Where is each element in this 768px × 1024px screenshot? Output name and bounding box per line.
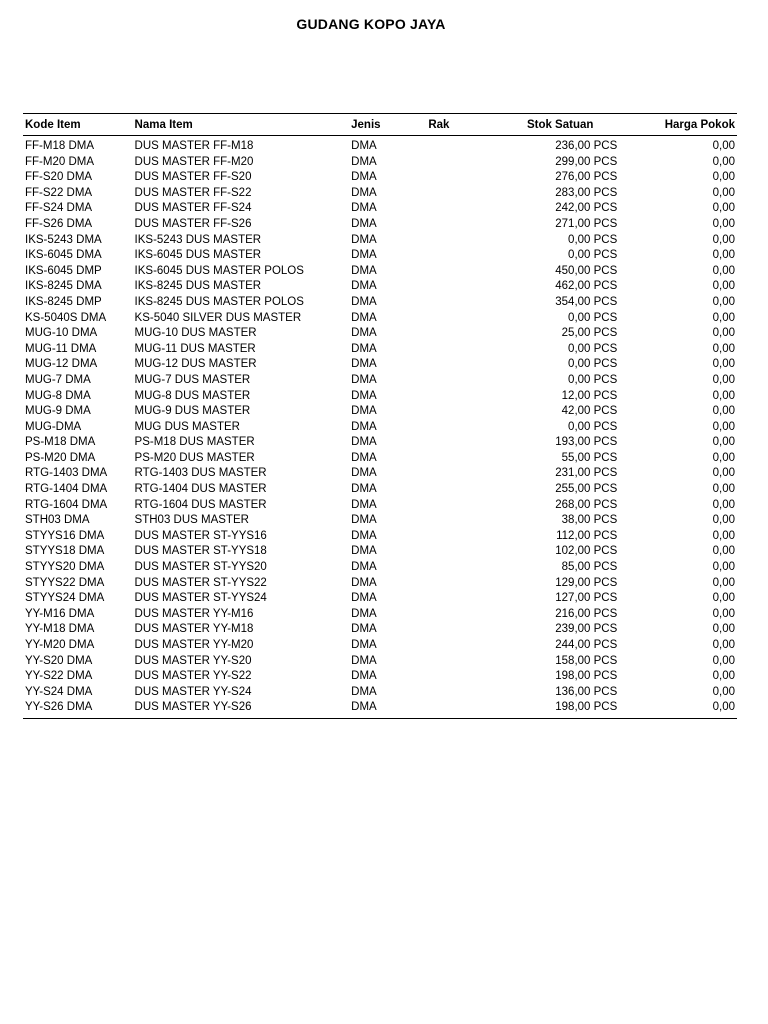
cell-stok-satuan: 0,00 PCS [568, 249, 618, 262]
cell-rak [428, 685, 487, 701]
table-row [23, 186, 737, 202]
cell-rak [428, 513, 487, 529]
cell-jenis: DMA [351, 217, 377, 230]
cell-harga-pokok: 0,00 [712, 327, 735, 340]
cell-nama-item: DUS MASTER FF-M18 [134, 140, 254, 152]
cell-stok-satuan: 244,00 PCS [555, 639, 618, 651]
cell-harga-pokok: 0,00 [712, 639, 735, 651]
cell-stok-satuan: 112,00 PCS [556, 529, 618, 542]
cell-kode-item: IKS-6045 DMA [25, 249, 102, 262]
cell-rak [428, 498, 487, 514]
cell-harga-pokok: 0,00 [712, 623, 735, 636]
table-row [23, 498, 737, 514]
cell-harga-pokok: 0,00 [712, 436, 735, 449]
cell-kode-item: MUG-8 DMA [25, 389, 91, 402]
cell-nama-item: IKS-5243 DUS MASTER [134, 233, 262, 246]
table-row [23, 700, 737, 718]
cell-kode-item: RTG-1604 DMA [25, 498, 108, 511]
cell-harga-pokok: 0,00 [712, 140, 735, 152]
cell-stok-satuan: 0,00 PCS [568, 233, 618, 246]
cell-jenis: DMA [351, 529, 377, 542]
table-row [23, 217, 737, 233]
cell-stok-satuan: 239,00 PCS [555, 623, 618, 636]
cell-kode-item: MUG-7 DMA [25, 373, 91, 386]
table-header-row [23, 114, 737, 136]
cell-jenis: DMA [351, 358, 377, 371]
stock-table [23, 113, 737, 719]
cell-stok-satuan: 198,00 PCS [555, 701, 618, 714]
cell-harga-pokok: 0,00 [712, 654, 735, 667]
cell-stok-satuan: 55,00 PCS [561, 451, 618, 464]
cell-stok-satuan: 129,00 PCS [555, 576, 618, 589]
cell-nama-item: DUS MASTER ST-YYS20 [134, 561, 267, 574]
cell-kode-item: KS-5040S DMA [25, 311, 107, 324]
cell-nama-item: RTG-1604 DUS MASTER [134, 498, 267, 511]
cell-stok-satuan: 242,00 PCS [555, 202, 618, 215]
cell-rak [428, 482, 487, 498]
cell-jenis: DMA [351, 327, 377, 340]
cell-kode-item: YY-M18 DMA [25, 623, 95, 636]
cell-nama-item: MUG DUS MASTER [134, 420, 240, 433]
cell-nama-item: PS-M18 DUS MASTER [134, 436, 255, 449]
table-row [23, 513, 737, 529]
cell-harga-pokok: 0,00 [712, 420, 735, 433]
cell-stok-satuan: 268,00 PCS [555, 498, 618, 511]
cell-jenis: DMA [351, 140, 377, 152]
cell-harga-pokok: 0,00 [712, 249, 735, 262]
cell-kode-item: YY-S22 DMA [25, 670, 93, 683]
cell-kode-item: PS-M20 DMA [25, 451, 96, 464]
cell-rak [428, 326, 487, 342]
cell-nama-item: DUS MASTER YY-S20 [134, 654, 252, 667]
cell-nama-item: DUS MASTER YY-M16 [134, 607, 254, 620]
table-header [23, 114, 737, 136]
cell-stok-satuan: 276,00 PCS [555, 171, 618, 184]
cell-harga-pokok: 0,00 [712, 358, 735, 371]
cell-jenis: DMA [351, 685, 377, 698]
cell-jenis: DMA [351, 639, 377, 651]
cell-rak [428, 607, 487, 623]
cell-kode-item: STYYS16 DMA [25, 529, 105, 542]
cell-harga-pokok: 0,00 [712, 295, 735, 308]
cell-nama-item: DUS MASTER FF-M20 [134, 155, 254, 168]
cell-rak [428, 669, 487, 685]
cell-harga-pokok: 0,00 [712, 171, 735, 184]
table-row [23, 466, 737, 482]
cell-harga-pokok: 0,00 [712, 498, 735, 511]
cell-jenis: DMA [351, 171, 377, 184]
cell-jenis: DMA [351, 373, 377, 386]
cell-jenis: DMA [351, 483, 377, 496]
cell-stok-satuan: 354,00 PCS [555, 295, 618, 308]
cell-rak [428, 638, 487, 654]
cell-jenis: DMA [351, 264, 377, 277]
cell-jenis: DMA [351, 311, 377, 324]
cell-stok-satuan: 0,00 PCS [568, 373, 618, 386]
cell-stok-satuan: 450,00 PCS [555, 264, 618, 277]
cell-nama-item: RTG-1403 DUS MASTER [134, 467, 267, 480]
cell-harga-pokok: 0,00 [712, 217, 735, 230]
table-row [23, 591, 737, 607]
table-row [23, 622, 737, 638]
cell-harga-pokok: 0,00 [712, 389, 735, 402]
cell-stok-satuan: 255,00 PCS [555, 483, 618, 496]
cell-rak [428, 654, 487, 670]
cell-rak [428, 311, 487, 327]
cell-harga-pokok: 0,00 [712, 685, 735, 698]
table-row [23, 136, 737, 155]
cell-jenis: DMA [351, 670, 377, 683]
table-row [23, 544, 737, 560]
cell-kode-item: MUG-12 DMA [25, 358, 98, 371]
cell-kode-item: YY-M20 DMA [25, 639, 95, 651]
table-row [23, 669, 737, 685]
cell-nama-item: DUS MASTER YY-S26 [134, 701, 252, 714]
table-row [23, 451, 737, 467]
cell-kode-item: YY-S26 DMA [25, 701, 93, 714]
cell-harga-pokok: 0,00 [712, 451, 735, 464]
cell-rak [428, 279, 487, 295]
cell-stok-satuan: 25,00 PCS [561, 327, 618, 340]
cell-nama-item: IKS-8245 DUS MASTER [134, 280, 262, 293]
cell-jenis: DMA [351, 405, 377, 418]
table-row [23, 248, 737, 264]
cell-stok-satuan: 216,00 PCS [555, 607, 618, 620]
cell-kode-item: IKS-8245 DMA [25, 280, 102, 293]
column-header-rak: Rak [428, 118, 450, 131]
cell-nama-item: IKS-8245 DUS MASTER POLOS [134, 295, 304, 308]
cell-kode-item: MUG-9 DMA [25, 405, 91, 418]
cell-kode-item: MUG-11 DMA [25, 342, 97, 355]
column-header-harga-pokok: Harga Pokok [664, 118, 735, 131]
cell-harga-pokok: 0,00 [712, 529, 735, 542]
cell-stok-satuan: 42,00 PCS [561, 405, 618, 418]
cell-jenis: DMA [351, 233, 377, 246]
column-header-kode-item: Kode Item [25, 118, 81, 131]
table-row [23, 326, 737, 342]
cell-stok-satuan: 12,00 PCS [561, 389, 618, 402]
cell-stok-satuan: 231,00 PCS [555, 467, 618, 480]
cell-harga-pokok: 0,00 [712, 701, 735, 714]
cell-stok-satuan: 0,00 PCS [568, 311, 618, 324]
cell-rak [428, 248, 487, 264]
cell-stok-satuan: 0,00 PCS [568, 358, 618, 371]
cell-kode-item: FF-S26 DMA [25, 217, 93, 230]
cell-harga-pokok: 0,00 [712, 405, 735, 418]
cell-harga-pokok: 0,00 [712, 280, 735, 293]
cell-nama-item: PS-M20 DUS MASTER [134, 451, 255, 464]
cell-kode-item: FF-S24 DMA [25, 202, 93, 215]
cell-jenis: DMA [351, 467, 377, 480]
cell-kode-item: IKS-6045 DMP [25, 264, 102, 277]
cell-harga-pokok: 0,00 [712, 373, 735, 386]
cell-harga-pokok: 0,00 [712, 483, 735, 496]
column-header-jenis: Jenis [351, 118, 381, 131]
cell-harga-pokok: 0,00 [712, 514, 735, 527]
cell-harga-pokok: 0,00 [712, 342, 735, 355]
cell-nama-item: DUS MASTER FF-S22 [134, 186, 252, 199]
cell-nama-item: STH03 DUS MASTER [134, 514, 249, 527]
cell-stok-satuan: 283,00 PCS [555, 186, 618, 199]
table-row [23, 482, 737, 498]
cell-harga-pokok: 0,00 [712, 561, 735, 574]
cell-nama-item: MUG-7 DUS MASTER [134, 373, 251, 386]
cell-kode-item: MUG-10 DMA [25, 327, 98, 340]
cell-stok-satuan: 236,00 PCS [555, 140, 618, 152]
cell-stok-satuan: 102,00 PCS [555, 545, 618, 558]
cell-kode-item: YY-S24 DMA [25, 685, 93, 698]
cell-stok-satuan: 85,00 PCS [561, 561, 618, 574]
cell-rak [428, 700, 487, 718]
table-row [23, 685, 737, 701]
cell-kode-item: RTG-1403 DMA [25, 467, 108, 480]
cell-kode-item: STH03 DMA [25, 514, 90, 527]
cell-nama-item: MUG-10 DUS MASTER [134, 327, 257, 340]
table-row [23, 342, 737, 358]
cell-jenis: DMA [351, 202, 377, 215]
cell-nama-item: DUS MASTER ST-YYS22 [134, 576, 267, 589]
cell-kode-item: YY-M16 DMA [25, 607, 95, 620]
cell-rak [428, 217, 487, 233]
cell-harga-pokok: 0,00 [712, 670, 735, 683]
cell-nama-item: DUS MASTER FF-S20 [134, 171, 252, 184]
cell-jenis: DMA [351, 249, 377, 262]
cell-harga-pokok: 0,00 [712, 576, 735, 589]
table-row [23, 389, 737, 405]
cell-stok-satuan: 38,00 PCS [561, 514, 618, 527]
cell-jenis: DMA [351, 498, 377, 511]
table-row [23, 311, 737, 327]
cell-jenis: DMA [351, 545, 377, 558]
cell-harga-pokok: 0,00 [712, 233, 735, 246]
cell-rak [428, 529, 487, 545]
cell-kode-item: STYYS22 DMA [25, 576, 105, 589]
cell-jenis: DMA [351, 280, 377, 293]
cell-stok-satuan: 0,00 PCS [568, 420, 618, 433]
cell-stok-satuan: 299,00 PCS [555, 155, 618, 168]
cell-rak [428, 591, 487, 607]
cell-jenis: DMA [351, 389, 377, 402]
cell-jenis: DMA [351, 420, 377, 433]
cell-jenis: DMA [351, 514, 377, 527]
cell-kode-item: PS-M18 DMA [25, 436, 96, 449]
cell-jenis: DMA [351, 295, 377, 308]
cell-rak [428, 342, 487, 358]
cell-jenis: DMA [351, 342, 377, 355]
column-header-nama-item: Nama Item [134, 118, 193, 131]
cell-nama-item: RTG-1404 DUS MASTER [134, 483, 267, 496]
cell-nama-item: DUS MASTER ST-YYS24 [134, 592, 267, 605]
cell-nama-item: MUG-11 DUS MASTER [134, 342, 256, 355]
cell-stok-satuan: 462,00 PCS [555, 280, 618, 293]
cell-harga-pokok: 0,00 [712, 202, 735, 215]
cell-kode-item: STYYS24 DMA [25, 592, 105, 605]
cell-harga-pokok: 0,00 [712, 607, 735, 620]
cell-kode-item: MUG-DMA [25, 420, 82, 433]
cell-kode-item: RTG-1404 DMA [25, 483, 108, 496]
cell-kode-item: STYYS18 DMA [25, 545, 105, 558]
cell-jenis: DMA [351, 186, 377, 199]
cell-kode-item: FF-S20 DMA [25, 171, 93, 184]
table-row [23, 435, 737, 451]
table-row [23, 155, 737, 171]
cell-harga-pokok: 0,00 [712, 311, 735, 324]
cell-stok-satuan: 193,00 PCS [555, 436, 618, 449]
table-row [23, 607, 737, 623]
cell-jenis: DMA [351, 592, 377, 605]
cell-rak [428, 136, 487, 155]
table-row [23, 529, 737, 545]
table-row [23, 201, 737, 217]
cell-harga-pokok: 0,00 [712, 155, 735, 168]
cell-rak [428, 435, 487, 451]
cell-rak [428, 357, 487, 373]
cell-stok-satuan: 271,00 PCS [555, 217, 618, 230]
table-row [23, 264, 737, 280]
cell-stok-satuan: 158,00 PCS [555, 654, 618, 667]
table-row [23, 233, 737, 249]
cell-nama-item: IKS-6045 DUS MASTER POLOS [134, 264, 304, 277]
cell-rak [428, 264, 487, 280]
cell-rak [428, 451, 487, 467]
cell-stok-satuan: 0,00 PCS [568, 342, 618, 355]
cell-nama-item: DUS MASTER YY-S22 [134, 670, 252, 683]
cell-nama-item: MUG-12 DUS MASTER [134, 358, 257, 371]
cell-jenis: DMA [351, 155, 377, 168]
cell-jenis: DMA [351, 701, 377, 714]
cell-kode-item: FF-M18 DMA [25, 140, 94, 152]
cell-stok-satuan: 198,00 PCS [555, 670, 618, 683]
table-row [23, 295, 737, 311]
table-row [23, 404, 737, 420]
cell-jenis: DMA [351, 436, 377, 449]
column-header-stok-satuan: Stok Satuan [526, 118, 594, 131]
cell-rak [428, 295, 487, 311]
table-row [23, 638, 737, 654]
table-row [23, 357, 737, 373]
cell-kode-item: STYYS20 DMA [25, 561, 105, 574]
cell-nama-item: MUG-8 DUS MASTER [134, 389, 251, 402]
cell-rak [428, 404, 487, 420]
table-row [23, 560, 737, 576]
table-body [23, 136, 737, 719]
cell-nama-item: MUG-9 DUS MASTER [134, 405, 251, 418]
cell-harga-pokok: 0,00 [712, 592, 735, 605]
cell-stok-satuan: 136,00 PCS [555, 685, 618, 698]
cell-rak [428, 560, 487, 576]
cell-rak [428, 233, 487, 249]
cell-kode-item: IKS-5243 DMA [25, 233, 102, 246]
cell-nama-item: IKS-6045 DUS MASTER [134, 249, 262, 262]
cell-kode-item: FF-M20 DMA [25, 155, 94, 168]
cell-rak [428, 622, 487, 638]
table-row [23, 576, 737, 592]
cell-harga-pokok: 0,00 [712, 467, 735, 480]
cell-nama-item: DUS MASTER FF-S26 [134, 217, 252, 230]
cell-harga-pokok: 0,00 [712, 186, 735, 199]
cell-rak [428, 420, 487, 436]
cell-nama-item: KS-5040 SILVER DUS MASTER [134, 311, 302, 324]
report-title: GUDANG KOPO JAYA [296, 16, 446, 32]
cell-rak [428, 155, 487, 171]
cell-jenis: DMA [351, 654, 377, 667]
cell-rak [428, 373, 487, 389]
cell-nama-item: DUS MASTER ST-YYS18 [134, 545, 267, 558]
table-row [23, 654, 737, 670]
cell-nama-item: DUS MASTER YY-M20 [134, 639, 254, 651]
cell-jenis: DMA [351, 561, 377, 574]
cell-jenis: DMA [351, 623, 377, 636]
cell-jenis: DMA [351, 607, 377, 620]
cell-rak [428, 544, 487, 560]
cell-rak [428, 201, 487, 217]
cell-jenis: DMA [351, 451, 377, 464]
cell-kode-item: FF-S22 DMA [25, 186, 93, 199]
cell-stok-satuan: 127,00 PCS [555, 592, 618, 605]
cell-rak [428, 186, 487, 202]
cell-nama-item: DUS MASTER YY-S24 [134, 685, 252, 698]
cell-rak [428, 170, 487, 186]
table-row [23, 279, 737, 295]
cell-kode-item: YY-S20 DMA [25, 654, 93, 667]
cell-rak [428, 576, 487, 592]
cell-jenis: DMA [351, 576, 377, 589]
cell-harga-pokok: 0,00 [712, 545, 735, 558]
table-row [23, 420, 737, 436]
cell-kode-item: IKS-8245 DMP [25, 295, 102, 308]
cell-nama-item: DUS MASTER ST-YYS16 [134, 529, 267, 542]
table-row [23, 373, 737, 389]
cell-nama-item: DUS MASTER YY-M18 [134, 623, 254, 636]
cell-nama-item: DUS MASTER FF-S24 [134, 202, 252, 215]
cell-harga-pokok: 0,00 [712, 264, 735, 277]
table-row [23, 170, 737, 186]
cell-rak [428, 389, 487, 405]
cell-rak [428, 466, 487, 482]
